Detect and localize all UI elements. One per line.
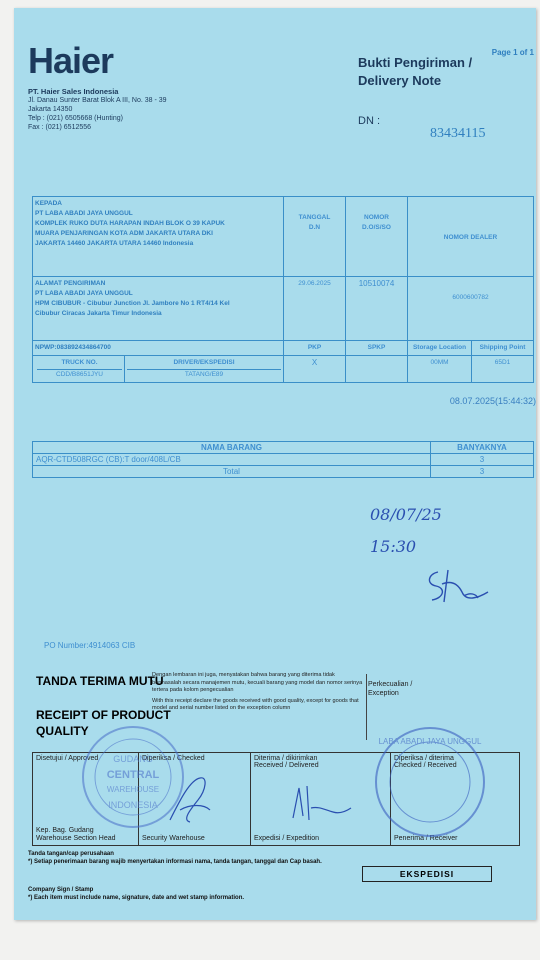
- exception-label-2: Exception: [368, 690, 399, 697]
- dn-number: 83434115: [430, 126, 486, 141]
- receipt-text: [152, 672, 364, 713]
- received-label-2: Checked / Received: [394, 762, 457, 769]
- item-qty: 3: [431, 454, 534, 466]
- company-fax: Fax : (021) 6512556: [28, 124, 92, 131]
- consignee-cell: [33, 197, 284, 277]
- delivered-signature: [285, 778, 355, 828]
- footer-notes-en: [28, 886, 244, 902]
- approved-footer-2: Warehouse Section Head: [36, 835, 116, 842]
- sign-note: *) Setiap penerimaan barang wajib menyertakan informasi nama, tanda tangan, tanggal dan Cap basah.: [28, 859, 322, 865]
- company-stamp: [370, 722, 490, 842]
- page-number: Page 1 of 1: [491, 48, 534, 57]
- shipping-address-cell: [33, 277, 284, 341]
- nomor-label: NOMOR: [364, 214, 389, 221]
- consignee-address-3: JAKARTA 14460 JAKARTA UTARA 14460 Indonesia: [35, 240, 194, 247]
- company-name: PT. Haier Sales Indonesia: [28, 87, 119, 96]
- stamp-note: *) Each item must include name, signature, date and wet stamp information.: [28, 895, 245, 901]
- item-qty-header: BANYAKNYA: [431, 442, 534, 454]
- tanggal-label: TANGGAL: [298, 214, 331, 221]
- approved-footer-1: Kep. Bag. Gudang: [36, 827, 94, 834]
- po-number: PO Number:4914063 CIB: [44, 641, 136, 650]
- tanggal-sub-label: D.N: [308, 224, 321, 231]
- spkp-value: [346, 356, 408, 383]
- dealer-value-cell: [408, 277, 534, 341]
- ship-label: ALAMAT PENGIRIMAN: [35, 280, 106, 287]
- npwp: NPWP:083892434864700: [33, 341, 284, 356]
- handwritten-date: 08/07/25: [370, 505, 442, 524]
- stamp-text-4: INDONESIA: [108, 800, 158, 810]
- checked-label: Diperiksa / Checked: [142, 755, 205, 762]
- footer-notes-id: [28, 850, 322, 866]
- stamp-text-2: CENTRAL: [106, 769, 160, 781]
- consignee-address-1: KOMPLEK RUKO DUTA HARAPAN INDAH BLOK O 39 KAPUK: [35, 220, 225, 227]
- stamp-label: Company Sign / Stamp: [28, 887, 94, 893]
- driver-label: DRIVER/EKSPEDISI: [173, 359, 235, 366]
- nomor-header: [346, 197, 408, 277]
- consignee-address-2: MUARA PENJARINGAN KOTA ADM JAKARTA UTARA DKI: [35, 230, 213, 237]
- title-line-2: Delivery Note: [358, 73, 442, 88]
- nomor-sub-label: D.O/S/SO: [362, 224, 391, 231]
- handwritten-time: 15:30: [370, 537, 417, 556]
- table-row: [33, 454, 534, 466]
- receipt-title-id: TANDA TERIMA MUTU: [36, 674, 164, 688]
- items-table: [32, 441, 534, 478]
- driver-cell: [125, 356, 284, 383]
- dealer-value: 6000600782: [452, 294, 489, 301]
- consignee-name: PT LABA ABADI JAYA UNGGUL: [35, 210, 133, 217]
- so-value: 10510074: [346, 277, 408, 341]
- item-name-header: NAMA BARANG: [33, 442, 431, 454]
- driver-value: TATANG/E89: [127, 369, 281, 380]
- truck-label: TRUCK NO.: [61, 359, 98, 366]
- delivered-footer: Expedisi / Expedition: [254, 835, 319, 842]
- spkp-label: SPKP: [346, 341, 408, 356]
- item-name: AQR-CTD508RGC (CB):T door/408L/CB: [33, 454, 431, 466]
- ship-address-2: Cibubur Ciracas Jakarta Timur Indonesia: [35, 310, 162, 317]
- ship-name: PT LABA ABADI JAYA UNGGUL: [35, 290, 133, 297]
- sign-label: Tanda tangan/cap perusahaan: [28, 851, 114, 857]
- company-address-1: Jl. Danau Sunter Barat Blok A III, No. 38 - 39: [28, 97, 167, 104]
- ekspedisi-label: EKSPEDISI: [362, 866, 492, 882]
- receipt-title-en-1: RECEIPT OF PRODUCT: [36, 708, 171, 722]
- delivered-label-1: Diterima / dikirimkan: [254, 755, 318, 762]
- kepada-label: KEPADA: [35, 200, 62, 207]
- title-line-1: Bukti Pengiriman /: [358, 55, 473, 70]
- dn-label: DN :: [358, 115, 380, 127]
- consignee-table: [32, 196, 534, 383]
- document-title: [358, 54, 472, 90]
- pkp-value: X: [284, 356, 346, 383]
- company-stamp-text: LABA ABADI JAYA UNGGUL: [378, 737, 482, 746]
- storage-label: Storage Location: [408, 341, 472, 356]
- dealer-label: NOMOR DEALER: [443, 234, 498, 241]
- handwritten-signature: [418, 562, 498, 612]
- checked-signature: [160, 770, 220, 830]
- dealer-header: [408, 197, 534, 277]
- checked-footer: Security Warehouse: [142, 835, 205, 842]
- received-label-1: Diperiksa / diterima: [394, 755, 454, 762]
- delivered-label-2: Received / Delivered: [254, 762, 319, 769]
- shipping-value: 65D1: [472, 356, 534, 383]
- company-phone: Telp : (021) 6505668 (Hunting): [28, 115, 123, 122]
- stamp-text-1: GUDANG: [113, 754, 153, 764]
- ship-address-1: HPM CIBUBUR - Cibubur Junction Jl. Jambore No 1 RT4/14 Kel: [35, 300, 230, 307]
- receipt-title-en-2: QUALITY: [36, 724, 89, 738]
- tanggal-header: [284, 197, 346, 277]
- printed-timestamp: 08.07.2025(15:44:32): [449, 396, 536, 406]
- truck-cell: [33, 356, 125, 383]
- receipt-text-id: Dengan lembaran ini juga, menyatakan bahwa barang yang diterima tidak bermasalah secara manajemen mutu, kecuali barang yang model dan nomor serinya tertera pada kolom pengecualian: [152, 672, 363, 693]
- date-value: 29.06.2025: [284, 277, 346, 341]
- company-address-2: Jakarta 14350: [28, 106, 73, 113]
- pkp-label: PKP: [284, 341, 346, 356]
- company-info: [28, 87, 167, 132]
- exception-label-1: Perkecualian /: [368, 681, 413, 688]
- exception-label: [368, 680, 412, 698]
- haier-logo: Haier: [28, 40, 114, 81]
- total-label: Total: [33, 466, 431, 478]
- truck-value: CDD/B8651JYU: [37, 369, 122, 380]
- received-footer: Penerima / Receiver: [394, 835, 458, 842]
- shipping-label: Shipping Point: [472, 341, 534, 356]
- approved-label: Disetujui / Approved: [36, 755, 99, 762]
- stamp-text-3: WAREHOUSE: [106, 785, 160, 794]
- total-qty: 3: [431, 466, 534, 478]
- storage-value: 00MM: [408, 356, 472, 383]
- receipt-text-en: With this receipt declare the goods received with good quality, except for goods that model and serial number listed on the exception column: [152, 697, 359, 711]
